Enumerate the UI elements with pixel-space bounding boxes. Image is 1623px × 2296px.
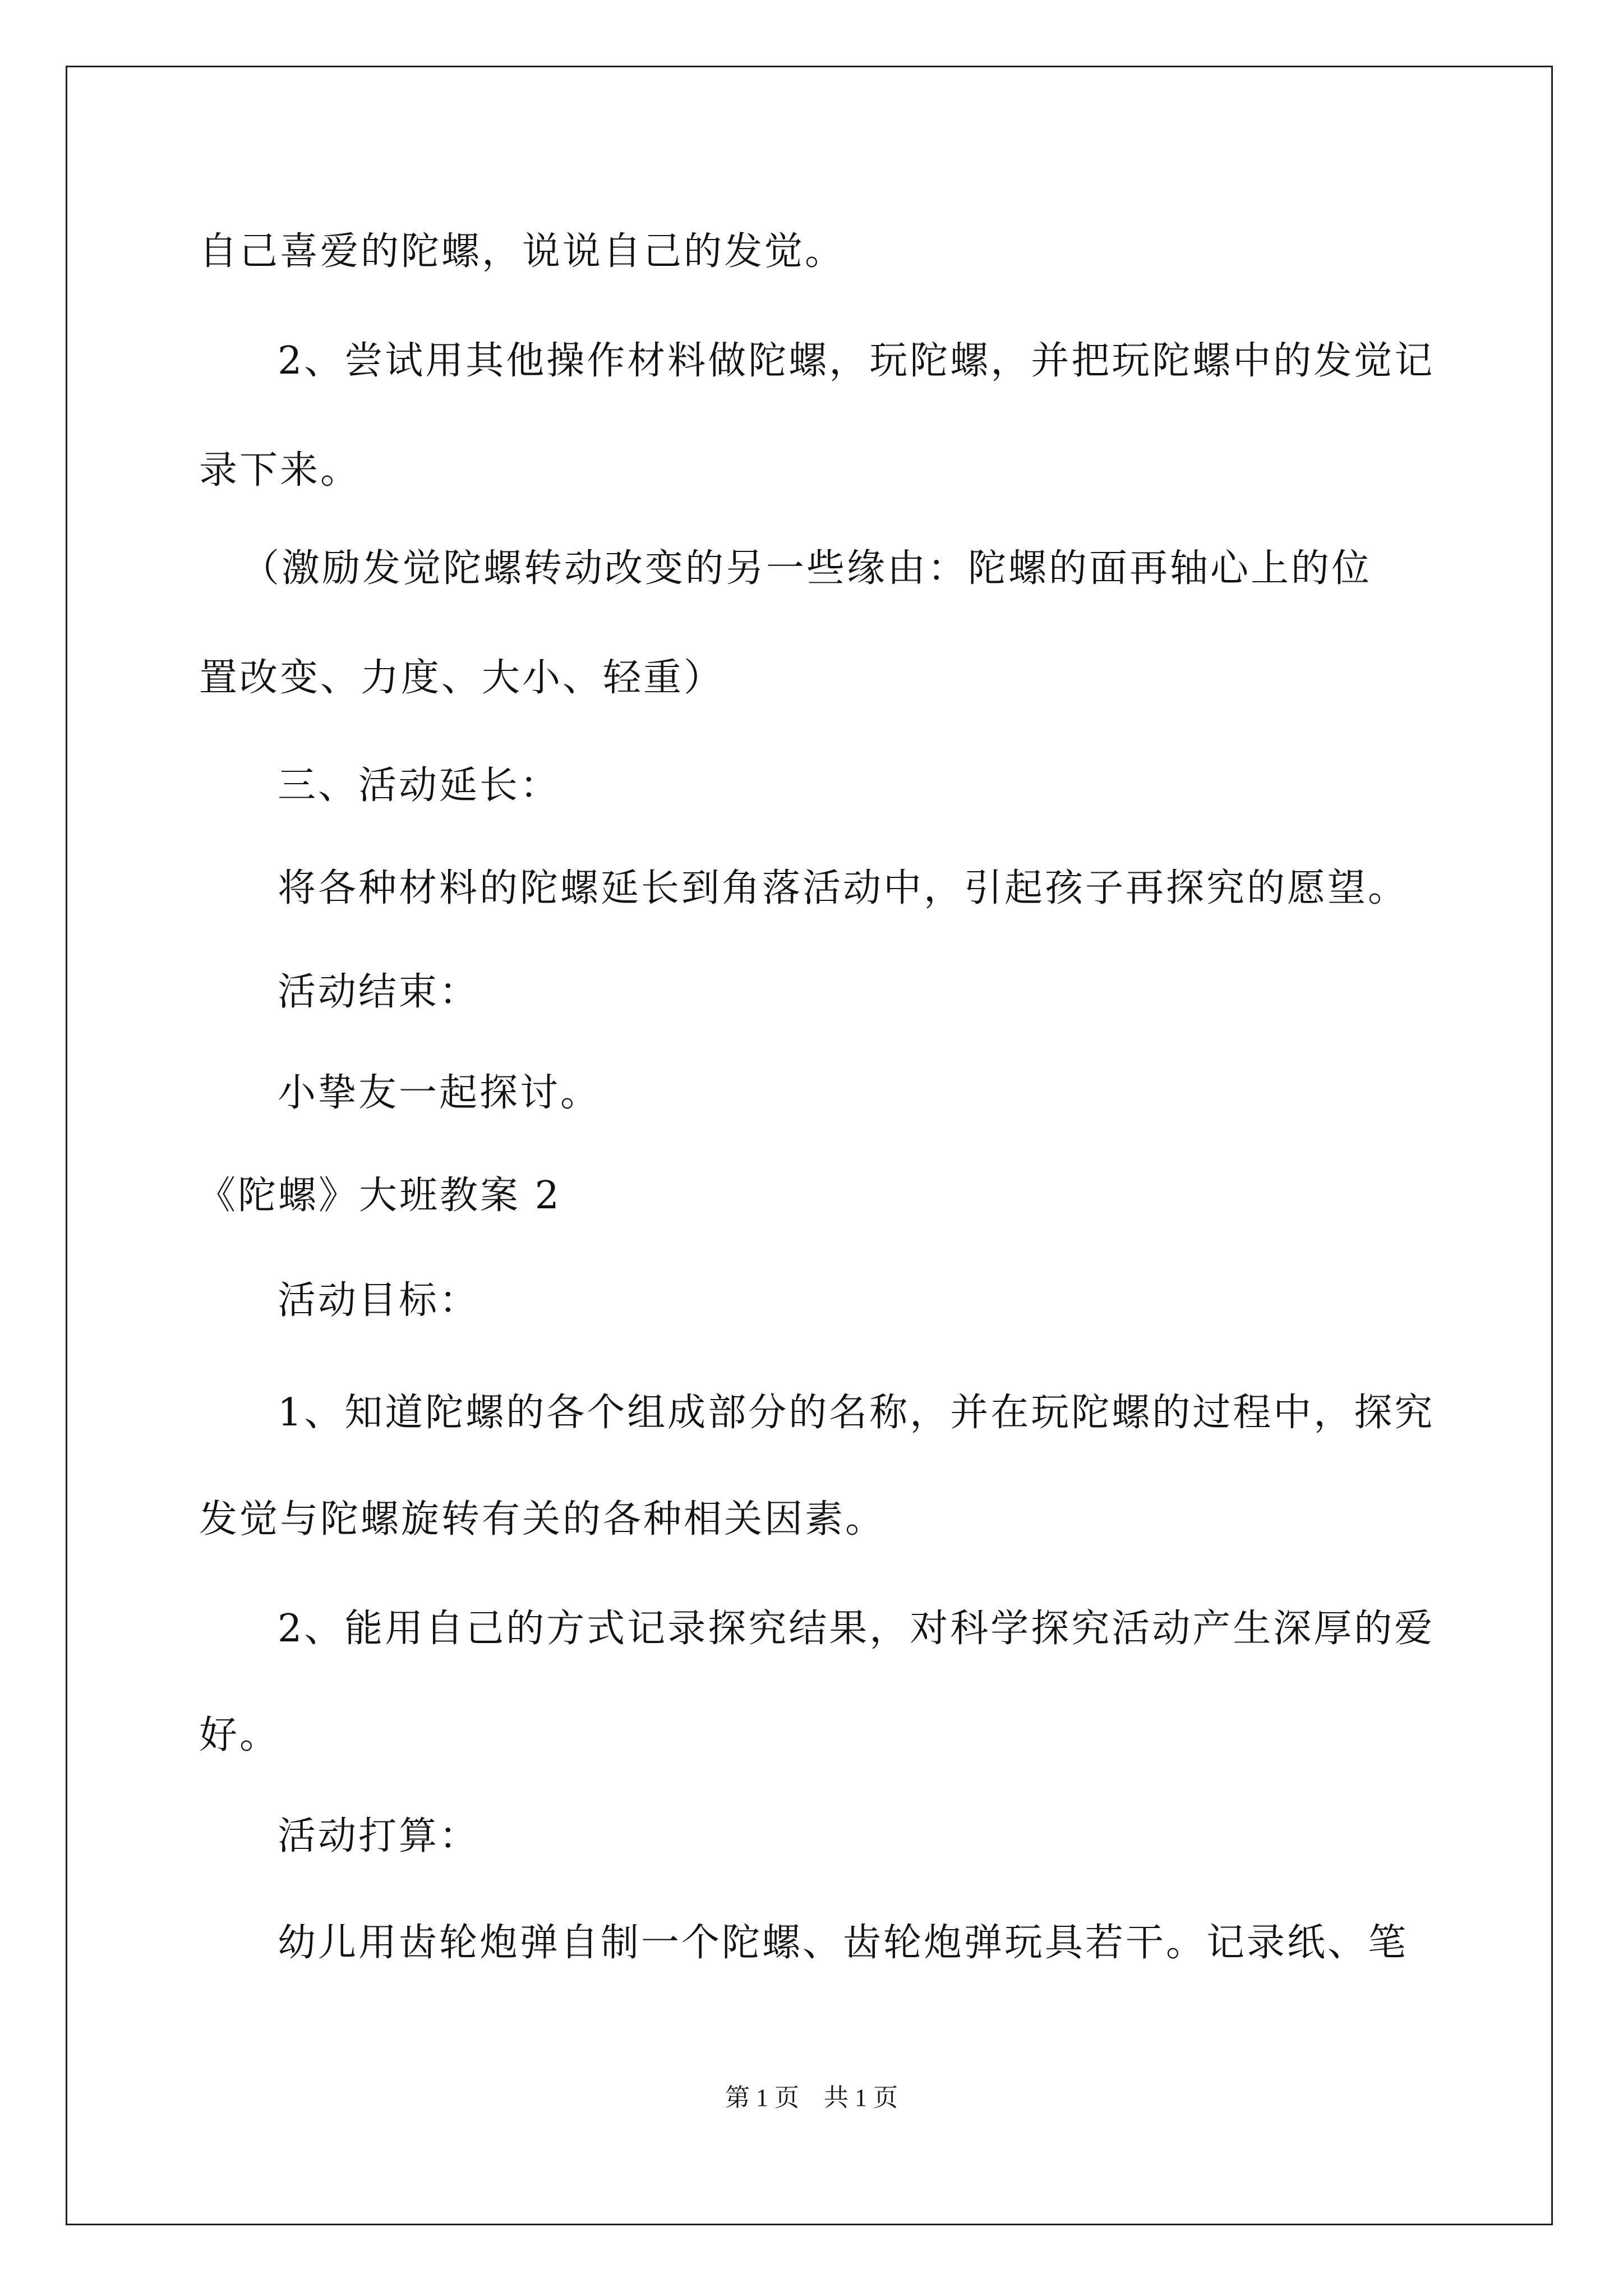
text-line-1: 自己喜爱的陀螺，说说自己的发觉。	[199, 229, 846, 274]
page-footer	[0, 2086, 1623, 2110]
text-line-5: 置改变、力度、大小、轻重）	[199, 656, 725, 700]
section-heading-plan: 活动打算：	[278, 1814, 480, 1858]
text-line-12: 1、知道陀螺的各个组成部分的名称，并在玩陀螺的过程中，探究	[278, 1391, 1435, 1435]
text-line-9: 小挚友一起探讨。	[278, 1071, 601, 1115]
page-border	[66, 66, 1553, 2225]
text-line-7: 将各种材料的陀螺延长到角落活动中，引起孩子再探究的愿望。	[278, 866, 1409, 910]
text-line-3: 录下来。	[199, 448, 361, 493]
text-line-2: 2、尝试用其他操作材料做陀螺，玩陀螺，并把玩陀螺中的发觉记	[278, 339, 1435, 383]
text-line-13: 发觉与陀螺旋转有关的各种相关因素。	[199, 1497, 886, 1542]
section-heading-extension: 三、活动延长：	[278, 763, 561, 808]
section-heading-end: 活动结束：	[278, 970, 480, 1014]
text-line-15: 好。	[199, 1713, 280, 1757]
page-number: 第 1 页	[725, 2084, 799, 2111]
page-total: 共 1 页	[824, 2084, 898, 2111]
text-line-17: 幼儿用齿轮炮弹自制一个陀螺、齿轮炮弹玩具若干。记录纸、笔	[278, 1921, 1409, 1965]
lesson-title: 《陀螺》大班教案 2	[197, 1174, 561, 1218]
section-heading-goals: 活动目标：	[278, 1278, 480, 1323]
text-line-4: （激励发觉陀螺转动改变的另一些缘由：陀螺的面再轴心上的位	[241, 546, 1372, 591]
text-line-14: 2、能用自己的方式记录探究结果，对科学探究活动产生深厚的爱	[278, 1607, 1435, 1651]
